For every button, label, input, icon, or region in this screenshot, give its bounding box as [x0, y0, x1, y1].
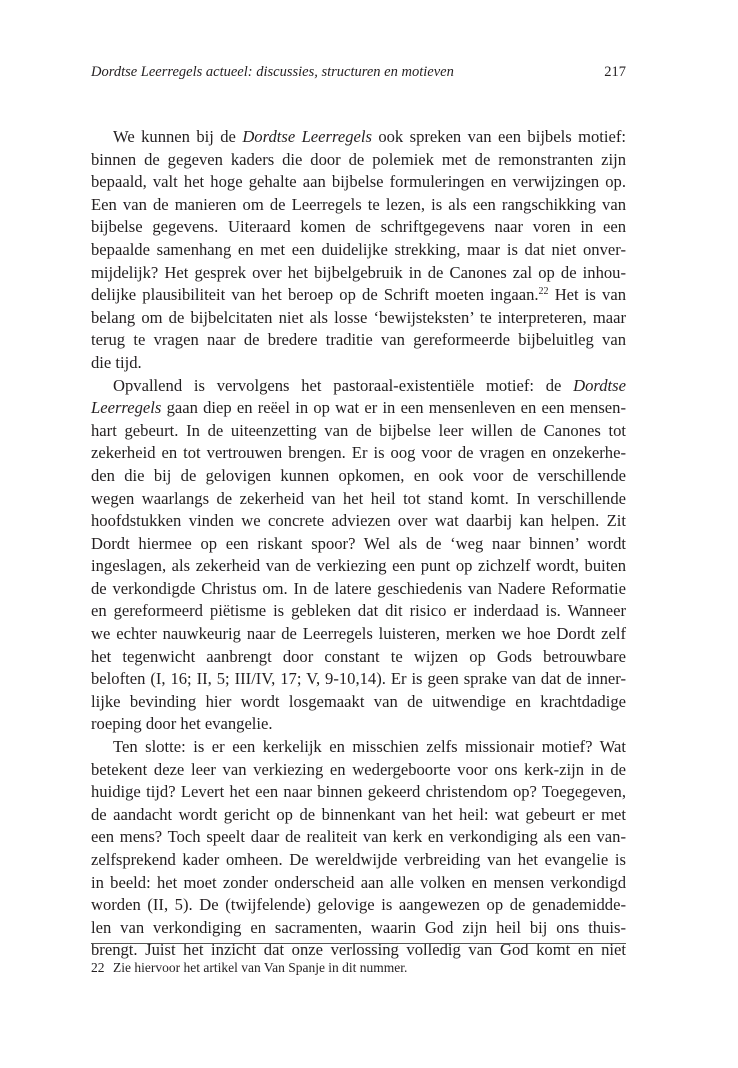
- text-segment: we echter nauwkeurig naar de Leerregels luisteren, merken we hoe Dordt zelf: [91, 624, 626, 644]
- footnote-number: 22: [91, 960, 105, 975]
- text-line: [91, 713, 626, 736]
- text-segment: brengt. Juist het inzicht dat onze verlossing volledig van God komt en niet: [91, 940, 626, 960]
- text-segment: ook spreken van een bijbels motief:: [371, 127, 626, 146]
- text-line: [91, 397, 626, 420]
- text-segment: zekerheid en tot vertrouwen brengen. Er is oog voor de vragen en onzekerhe-: [91, 443, 626, 463]
- text-line: [91, 668, 626, 691]
- text-segment: en gereformeerd piëtisme is gebleken dat dit risico er inderdaad is. Wanneer: [91, 601, 626, 621]
- text-segment: len van verkondiging en sacramenten, waarin God zijn heil bij ons thuis-: [91, 917, 626, 937]
- text-line: [91, 600, 626, 623]
- text-line: [91, 329, 626, 352]
- text-segment: een mens? Toch speelt daar de realiteit van kerk en verkondiging als een van-: [91, 827, 626, 847]
- text-line: [91, 917, 626, 940]
- text-line: [91, 352, 626, 375]
- text-segment: Opvallend is vervolgens het pastoraal-existentiële motief: de: [113, 375, 574, 395]
- text-line: [91, 510, 626, 533]
- text-line: [91, 442, 626, 465]
- text-line: [91, 781, 626, 804]
- text-line: [91, 488, 626, 511]
- text-segment: lijke bevinding hier wordt losgemaakt van de uitwendige en krachtdadige: [91, 691, 626, 711]
- text-line: [91, 375, 626, 398]
- text-segment: in beeld: het moet zonder onderscheid aan alle volken en mensen verkondigd: [91, 872, 626, 892]
- text-segment: roeping door het evangelie.: [91, 714, 273, 734]
- text-line: [91, 262, 626, 285]
- text-line: [91, 826, 626, 849]
- text-line: [91, 849, 626, 872]
- text-line: [91, 646, 626, 669]
- footnote-reference: 22: [538, 286, 549, 298]
- text-line: [91, 691, 626, 714]
- text-line: [91, 578, 626, 601]
- text-segment: Een van de manieren om de Leerregels te lezen, is als een rangschikking van: [91, 194, 626, 214]
- text-line: [91, 149, 626, 172]
- text-segment: hoofdstukken vinden we concrete adviezen over wat daarbij kan helpen. Zit: [91, 511, 626, 531]
- text-segment: Het is van: [548, 285, 627, 305]
- footnote-divider: [91, 943, 626, 944]
- text-line: [91, 804, 626, 827]
- text-line: [91, 759, 626, 782]
- footnote: [91, 959, 626, 977]
- text-line: [91, 307, 626, 330]
- text-line: [91, 623, 626, 646]
- running-title: Dordtse Leerregels actueel: discussies, structuren en motieven: [91, 64, 454, 80]
- running-head: [91, 64, 626, 84]
- text-line: [91, 872, 626, 895]
- text-segment: beloften (I, 16; II, 5; III/IV, 17; V, 9-10,14). Er is geen sprake van dat de inner-: [91, 669, 626, 689]
- text-segment: delijke plausibiliteit van het beroep op de Schrift moeten ingaan.: [91, 285, 539, 305]
- text-segment: bepaald, valt het hoge gehalte aan bijbelse formuleringen en verwijzingen op.: [91, 172, 626, 192]
- text-segment: Ten slotte: is er een kerkelijk en misschien zelfs missionair motief? Wat: [113, 737, 626, 757]
- text-segment: huidige tijd? Levert het een naar binnen gekeerd christendom op? Toegegeven,: [91, 782, 626, 802]
- text-segment: de aandacht wordt gericht op de binnenkant van het heil: wat gebeurt er met: [91, 804, 626, 824]
- text-segment: terug te vragen naar de bredere traditie van gereformeerde bijbeluitleg van: [91, 330, 626, 350]
- text-line: [91, 239, 626, 262]
- text-line: [91, 736, 626, 759]
- text-line: [91, 171, 626, 194]
- text-segment: de verkondigde Christus om. In de latere geschiedenis van Nadere Reformatie: [91, 578, 626, 598]
- text-segment: zelfsprekend kader omheen. De wereldwijde verbreiding van het evangelie is: [91, 850, 626, 869]
- italic-text-segment: Dordtse: [573, 375, 626, 395]
- text-segment: wegen waarlangs de zekerheid van het heil tot stand komt. In verschillende: [91, 488, 626, 508]
- italic-text-segment: Dordtse Leerregels: [242, 127, 372, 146]
- text-line: [91, 894, 626, 917]
- text-line: [91, 126, 626, 149]
- page-number: 217: [604, 64, 626, 80]
- text-segment: bepaalde samenhang en met een duidelijke strekking, maar is dat niet onver-: [91, 239, 626, 259]
- text-segment: mijdelijk? Het gesprek over het bijbelgebruik in de Canones zal op de inhou-: [91, 262, 626, 282]
- italic-text-segment: Leerregels: [91, 398, 162, 418]
- text-line: [91, 194, 626, 217]
- text-segment: betekent deze leer van verkiezing en wedergeboorte voor ons kerk-zijn in de: [91, 759, 626, 779]
- text-segment: die tijd.: [91, 352, 142, 372]
- text-segment: worden (II, 5). De (twijfelende) gelovige is aangewezen op de genademidde-: [91, 895, 626, 915]
- text-segment: den die bij de gelovigen kunnen opkomen, en ook voor de verschillende: [91, 465, 626, 485]
- text-segment: belang om de bijbelcitaten niet als losse ‘bewijsteksten’ te interpreteren, maar: [91, 307, 626, 327]
- text-line: [91, 216, 626, 239]
- body-text: [91, 126, 626, 962]
- text-line: [91, 420, 626, 443]
- text-segment: We kunnen bij de: [113, 127, 243, 146]
- text-line: [91, 465, 626, 488]
- footnote-text: Zie hiervoor het artikel van Van Spanje in dit nummer.: [113, 960, 408, 975]
- text-segment: ingeslagen, als zekerheid van de verkiezing een punt op zichzelf wordt, buiten: [91, 556, 626, 576]
- text-segment: gaan diep en reëel in op wat er in een mensenleven en een mensen-: [161, 398, 626, 418]
- text-segment: bijbelse gegevens. Uiteraard komen de schriftgegevens naar voren in een: [91, 217, 626, 237]
- text-segment: het tegenwicht aanbrengt door constant te wijzen op Gods betrouwbare: [91, 646, 626, 666]
- text-segment: binnen de gegeven kaders die door de polemiek met de remonstranten zijn: [91, 149, 626, 169]
- text-segment: hart gebeurt. In de uiteenzetting van de bijbelse leer willen de Canones tot: [91, 420, 626, 440]
- text-line: [91, 284, 626, 307]
- text-line: [91, 555, 626, 578]
- text-segment: Dordt hiermee op een riskant spoor? Wel als de ‘weg naar binnen’ wordt: [91, 533, 626, 553]
- text-line: [91, 533, 626, 556]
